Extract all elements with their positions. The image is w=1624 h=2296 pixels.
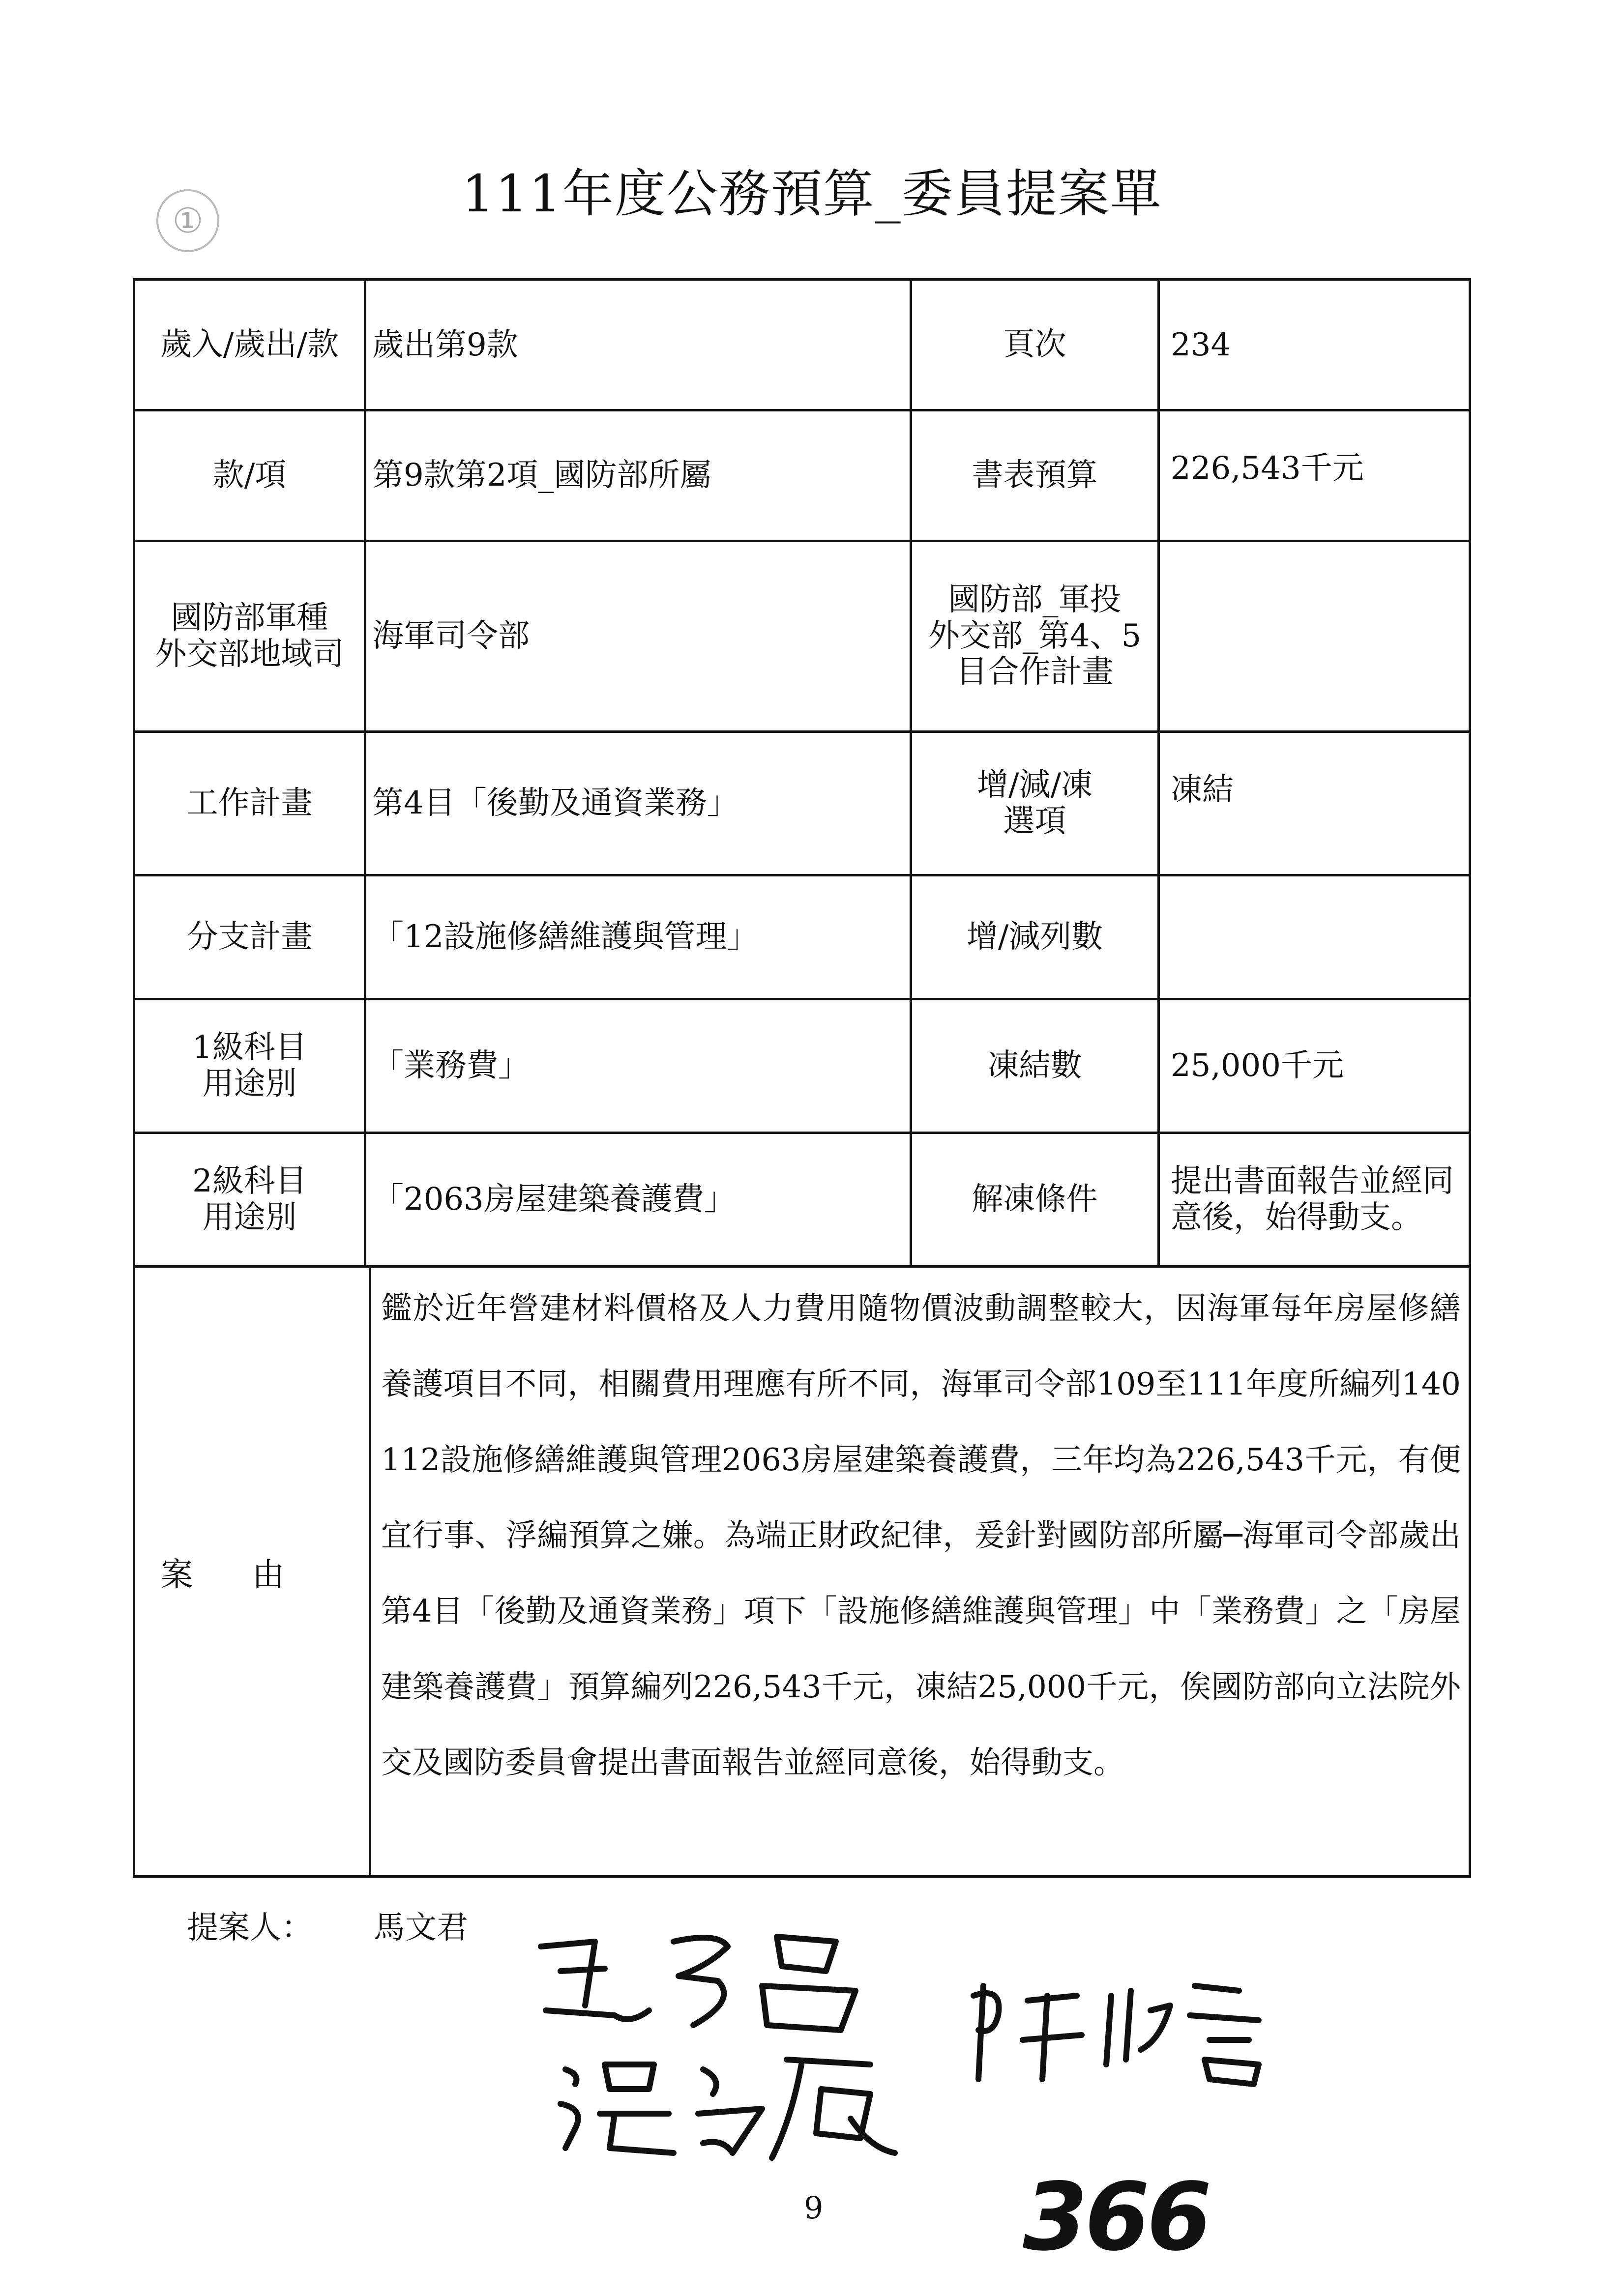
proposal-form-table — [133, 278, 1471, 1878]
field-label: 工作計畫 — [135, 733, 366, 874]
field-label: 書表預算 — [912, 411, 1160, 540]
field-label: 解凍條件 — [912, 1134, 1160, 1265]
reason-row — [135, 1268, 1469, 1875]
reason-text: 鑑於近年營建材料價格及人力費用隨物價波動調整較大，因海軍每年房屋修繕養護項目不同，相關費用理應有所不同，海軍司令部109至111年度所編列140112設施修繕維護與管理2063房屋建築養護費，三年均為226,543千元，有便宜行事、浮編預算之嫌。為端正財政紀律，爰針對國防部所屬─海軍司令部歲出第4目「後勤及通資業務」項下「設施修繕維護與管理」中「業務費」之「房屋建築養護費」預算編列226,543千元，凍結25,000千元，俟國防部向立法院外交及國防委員會提出書面報告並經同意後，始得動支。 — [381, 1290, 1461, 1780]
field-label: 款/項 — [135, 411, 366, 540]
field-label: 頁次 — [912, 281, 1160, 409]
table-row — [135, 411, 1469, 542]
field-value: 歲出第9款 — [366, 281, 912, 409]
field-value: 凍結 — [1171, 772, 1234, 808]
document-title: 111年度公務預算_委員提案單 — [462, 164, 1162, 224]
field-value: 226,543千元 — [1171, 450, 1364, 487]
circled-number-mark: ① — [156, 189, 219, 252]
field-label: 國防部軍種 外交部地域司 — [135, 542, 366, 730]
field-value: 第9款第2項_國防部所屬 — [366, 411, 912, 540]
field-value: 「12設施修繕維護與管理」 — [366, 876, 912, 998]
field-label: 分支計畫 — [135, 876, 366, 998]
table-row — [135, 542, 1469, 733]
table-row — [135, 1134, 1469, 1268]
field-value: 第4目「後勤及通資業務」 — [366, 733, 912, 874]
proposer-label: 提案人： — [187, 1910, 313, 1946]
field-value — [1160, 542, 1469, 730]
table-row — [135, 733, 1469, 876]
field-value: 「2063房屋建築養護費」 — [366, 1134, 912, 1265]
table-row — [135, 1000, 1469, 1134]
field-label: 增/減列數 — [912, 876, 1160, 998]
table-row — [135, 876, 1469, 1000]
field-value — [1160, 876, 1469, 998]
field-value: 25,000千元 — [1171, 1047, 1344, 1084]
field-label: 增/減/凍 選項 — [912, 733, 1160, 874]
field-label: 1級科目 用途別 — [135, 1000, 366, 1132]
table-row — [135, 281, 1469, 411]
field-value: 「業務費」 — [366, 1000, 912, 1132]
field-value: 234 — [1171, 327, 1231, 363]
field-label: 凍結數 — [912, 1000, 1160, 1132]
handwritten-page-count: 366 — [1023, 2163, 1209, 2271]
handwritten-signature-1 — [531, 1912, 875, 2040]
field-value: 海軍司令部 — [366, 542, 912, 730]
field-label: 2級科目 用途別 — [135, 1134, 366, 1265]
handwritten-signature-3 — [964, 1966, 1278, 2094]
reason-label: 案由 — [135, 1268, 371, 1875]
field-label: 國防部_軍投 外交部_第4、5 目合作計畫 — [912, 542, 1160, 730]
field-label: 歲入/歲出/款 — [135, 281, 366, 409]
page-number: 9 — [804, 2190, 824, 2226]
field-value: 提出書面報告並經同意後，始得動支。 — [1171, 1163, 1454, 1236]
proposer-name: 馬文君 — [374, 1910, 468, 1946]
handwritten-signature-2 — [556, 2040, 910, 2163]
